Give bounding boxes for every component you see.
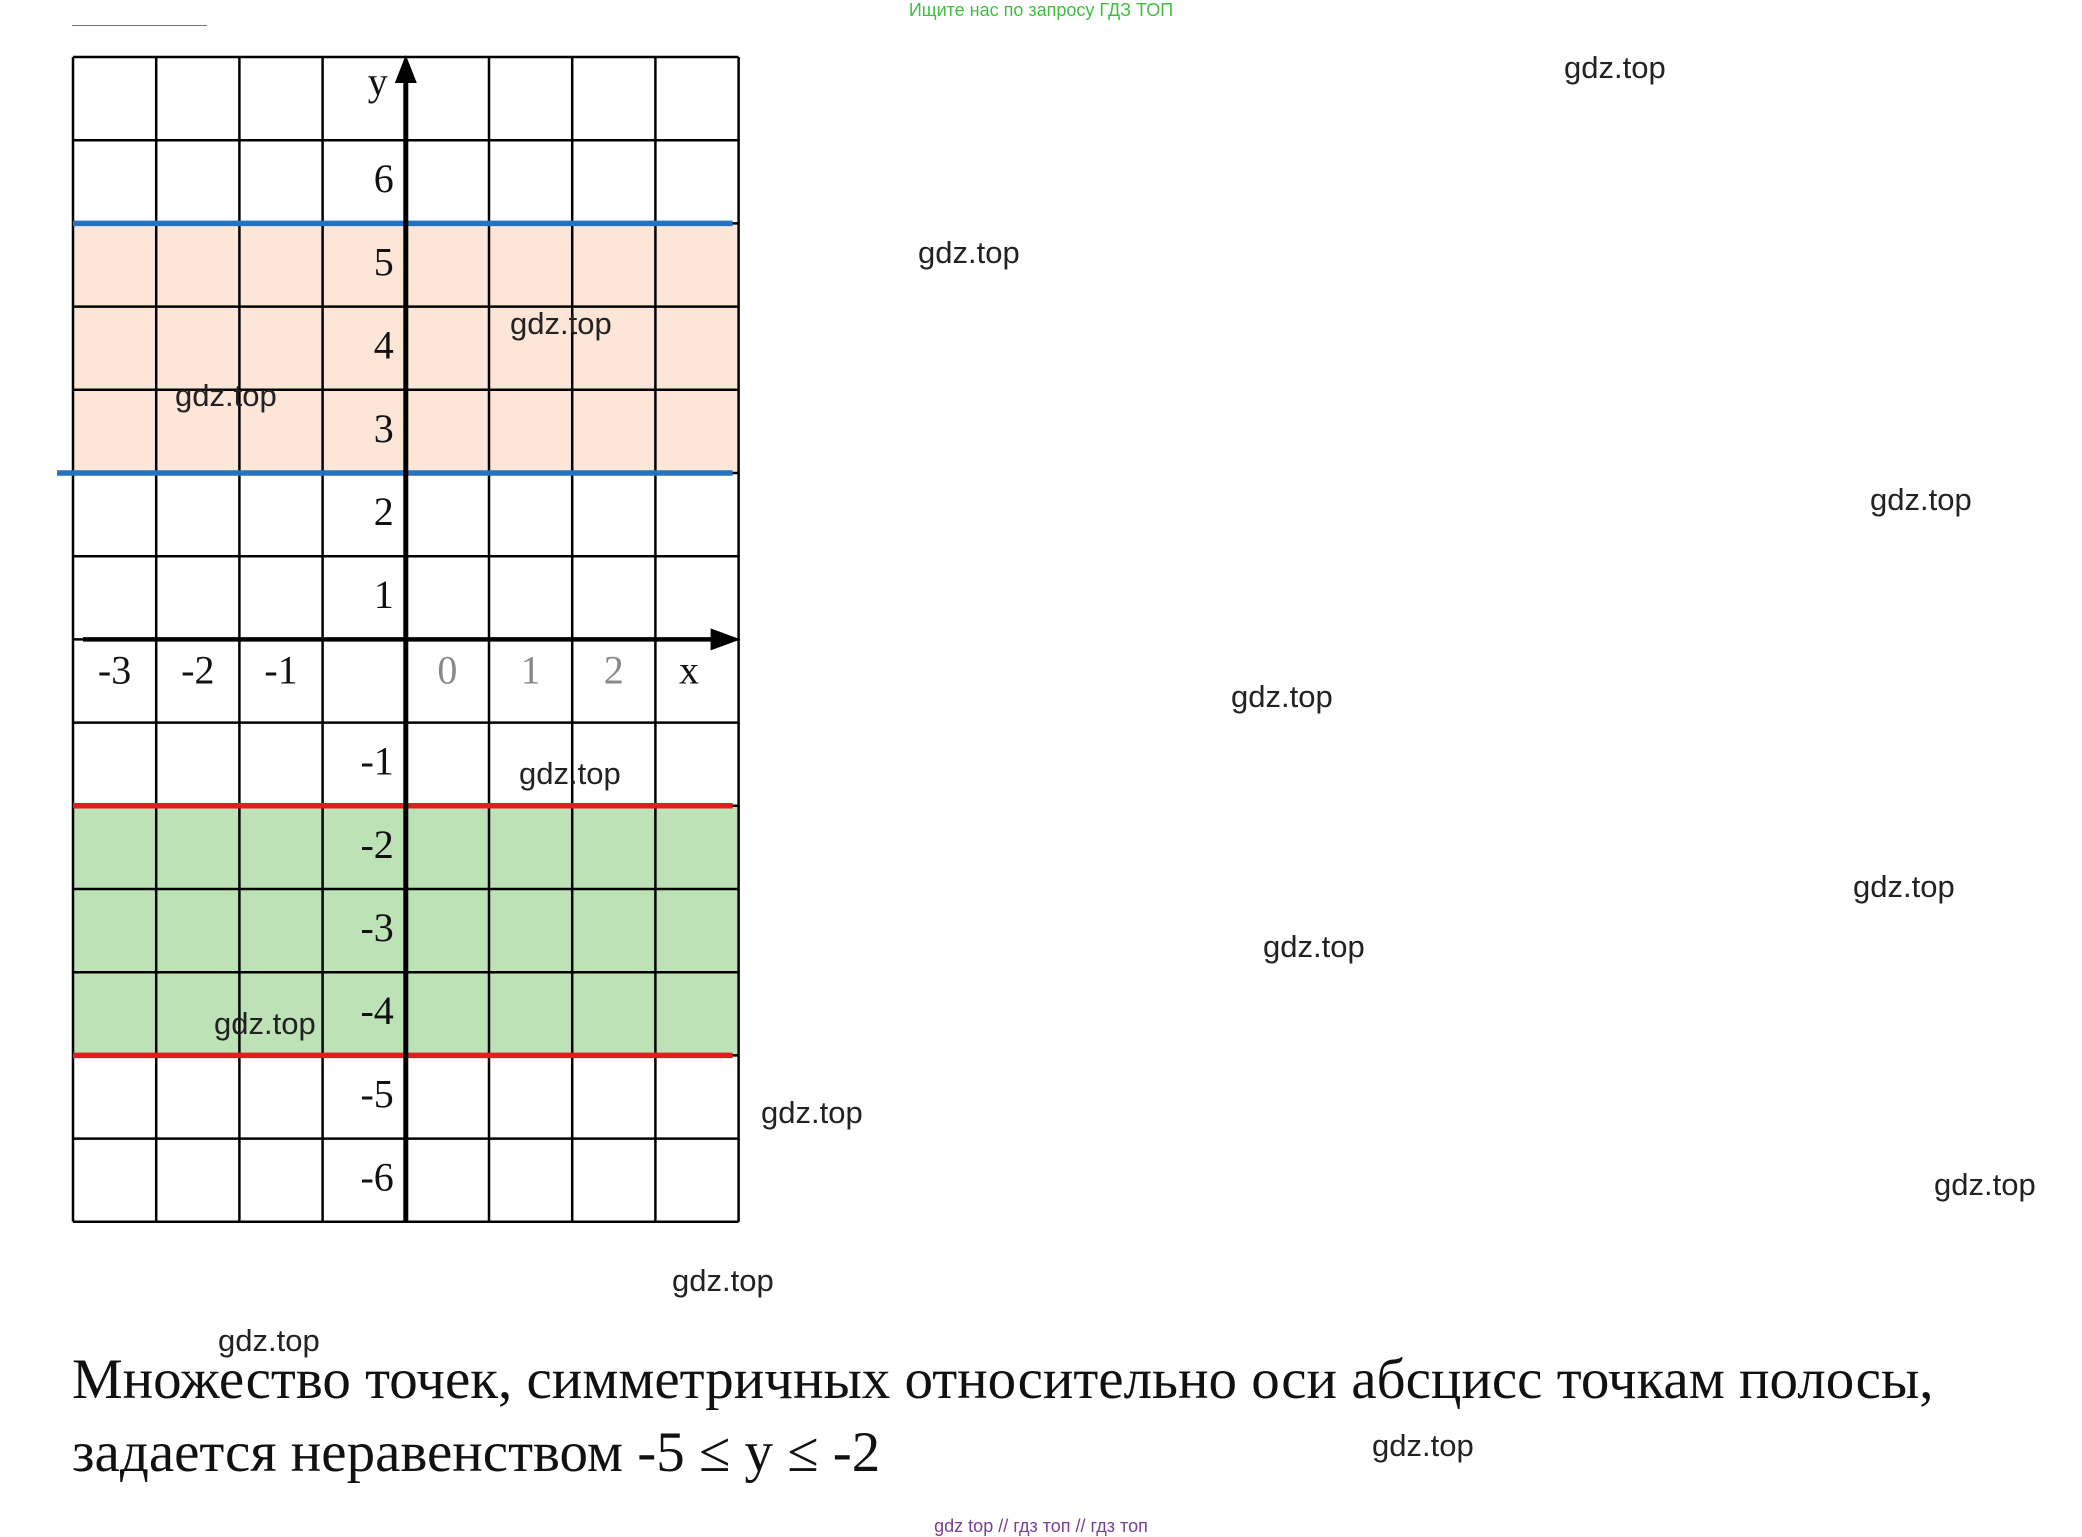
x-tick-label: 0 [437, 647, 458, 693]
y-tick-label: -1 [360, 738, 394, 784]
watermark: gdz.top [1853, 869, 1955, 904]
watermark: gdz.top [218, 1323, 320, 1358]
watermark: gdz.top [1372, 1428, 1474, 1463]
x-tick-label: 1 [520, 647, 541, 693]
y-axis-arrow [395, 55, 417, 83]
y-tick-label: 5 [373, 239, 394, 285]
watermark: gdz.top [1870, 482, 1972, 517]
x-tick-label: -1 [264, 647, 298, 693]
watermark: gdz.top [1934, 1167, 2036, 1202]
x-axis-arrow [711, 628, 741, 650]
y-tick-label: 4 [373, 322, 394, 368]
y-tick-label: -5 [360, 1071, 394, 1117]
watermark: gdz.top [761, 1095, 863, 1130]
watermark: gdz.top [672, 1263, 774, 1298]
search-banner[interactable]: Ищите нас по запросу ГДЗ ТОП [908, 0, 1174, 20]
y-tick-label: 2 [373, 489, 394, 534]
watermark: gdz.top [510, 306, 612, 341]
x-tick-label: -2 [181, 647, 215, 693]
watermark: gdz.top [214, 1006, 316, 1041]
x-tick-label: 2 [603, 647, 624, 693]
y-tick-label: 1 [373, 572, 394, 618]
y-tick-label: 3 [373, 405, 394, 451]
y-tick-label: -2 [360, 821, 394, 867]
caption-line-1: Множество точек, симметричных относительно оси абсцисс точкам полосы, [72, 1348, 1934, 1411]
y-tick-label: 6 [373, 156, 394, 202]
watermark: gdz.top [1564, 50, 1666, 85]
watermark: gdz.top [1263, 929, 1365, 964]
caption-line-2: задается неравенством -5 ≤ y ≤ -2 [72, 1421, 881, 1484]
solution-caption [72, 1343, 2032, 1489]
watermark: gdz.top [175, 378, 277, 413]
x-axis-label: x [679, 647, 699, 693]
y-axis-label: y [367, 59, 388, 104]
watermark: gdz.top [519, 756, 621, 791]
y-tick-label: -6 [360, 1154, 394, 1200]
watermark: gdz.top [1231, 679, 1333, 714]
x-tick-label: -3 [97, 647, 132, 693]
y-tick-label: -4 [360, 988, 394, 1034]
footer-links[interactable]: gdz top // гдз топ // гдз топ [934, 1516, 1148, 1536]
watermark: gdz.top [918, 235, 1020, 270]
y-tick-label: -3 [360, 905, 394, 950]
